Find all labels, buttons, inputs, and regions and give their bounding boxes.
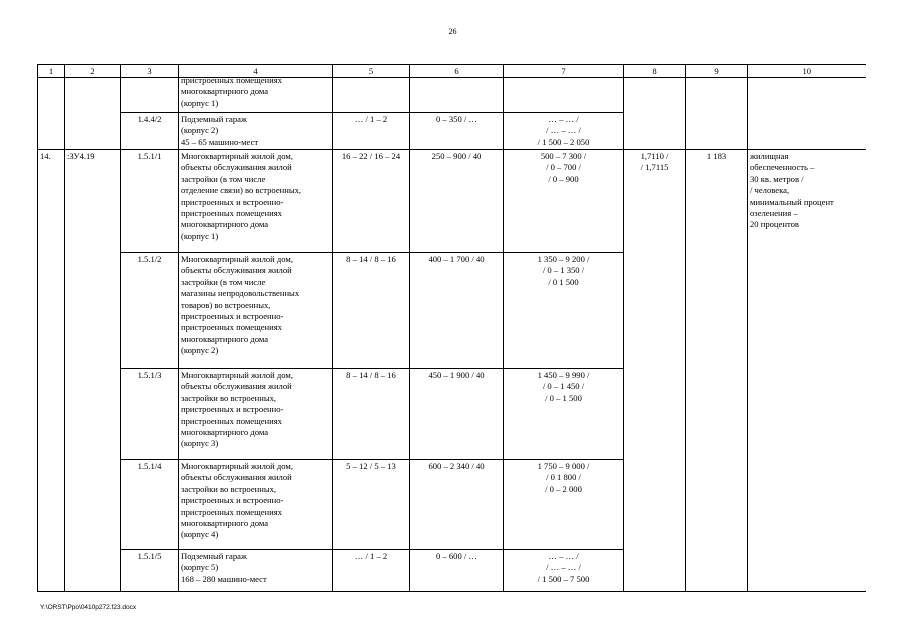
cell-desc: Многоквартирный жилой дом, объекты обслуживания жилой застройки во встроенных, пристроенных и встроенно- пристроенных помещениях многоквартирного дома (корпус 4) xyxy=(179,460,333,550)
table-row xyxy=(38,150,866,253)
cell-zone xyxy=(65,78,121,150)
cell-c8: 1,7110 / / 1,7115 xyxy=(624,150,686,592)
cell-area-total: … – … / / … – … / / 1 500 – 2 050 xyxy=(504,113,624,150)
cell-desc: пристроенных помещениях многоквартирного дома (корпус 1) xyxy=(179,78,333,113)
footer-path: Y:\ORST\Ppo\0410p272.f23.docx xyxy=(40,604,137,611)
cell-area: 450 – 1 900 / 40 xyxy=(410,369,504,460)
cell-desc: Многоквартирный жилой дом, объекты обслуживания жилой застройки (в том числе отделение связи) во встроенных, пристроенных и встроенно- пристроенных помещениях многоквартирного дома (корпус 1) xyxy=(179,150,333,253)
cell-area-total: … – … / / … – … / / 1 500 – 7 500 xyxy=(504,550,624,592)
cell-floors: 8 – 14 / 8 – 16 xyxy=(333,253,410,369)
header-cell: 2 xyxy=(65,65,121,78)
cell-c10: жилищная обеспеченность – 30 кв. метров / / человека, минимальный процент озеленения – 20 процентов xyxy=(748,150,866,592)
cell-desc: Многоквартирный жилой дом, объекты обслуживания жилой застройки во встроенных, пристроенных и встроенно- пристроенных помещениях многоквартирного дома (корпус 3) xyxy=(179,369,333,460)
cell-floors: 8 – 14 / 8 – 16 xyxy=(333,369,410,460)
cell-c9: 1 183 xyxy=(686,150,748,592)
cell-code: 1.5.1/2 xyxy=(121,253,179,369)
cell-c8 xyxy=(624,78,686,150)
cell-area: 0 – 600 / … xyxy=(410,550,504,592)
cell-floors xyxy=(333,78,410,113)
cell-code: 1.5.1/5 xyxy=(121,550,179,592)
cell-zone: :ЗУ4.19 xyxy=(65,150,121,592)
cell-c10 xyxy=(748,78,866,150)
cell-floors: … / 1 – 2 xyxy=(333,550,410,592)
cell-area xyxy=(410,78,504,113)
header-cell: 7 xyxy=(504,65,624,78)
cell-area: 400 – 1 700 / 40 xyxy=(410,253,504,369)
cell-area: 600 – 2 340 / 40 xyxy=(410,460,504,550)
cell-floors: … / 1 – 2 xyxy=(333,113,410,150)
header-cell: 10 xyxy=(748,65,866,78)
table-row xyxy=(38,78,866,113)
cell-area: 0 – 350 / … xyxy=(410,113,504,150)
cell-floors: 5 – 12 / 5 – 13 xyxy=(333,460,410,550)
cell-area-total xyxy=(504,78,624,113)
cell-area-total: 1 450 – 9 990 / / 0 – 1 450 / / 0 – 1 500 xyxy=(504,369,624,460)
header-cell: 3 xyxy=(121,65,179,78)
cell-code: 1.4.4/2 xyxy=(121,113,179,150)
header-cell: 4 xyxy=(179,65,333,78)
data-table xyxy=(37,64,866,592)
cell-code: 1.5.1/4 xyxy=(121,460,179,550)
cell-floors: 16 – 22 / 16 – 24 xyxy=(333,150,410,253)
cell-desc: Подземный гараж (корпус 2) 45 – 65 машино-мест xyxy=(179,113,333,150)
cell-num xyxy=(38,78,65,150)
cell-area-total: 500 – 7 300 / / 0 – 700 / / 0 – 900 xyxy=(504,150,624,253)
cell-area-total: 1 750 – 9 000 / / 0 1 800 / / 0 – 2 000 xyxy=(504,460,624,550)
header-cell: 5 xyxy=(333,65,410,78)
cell-c9 xyxy=(686,78,748,150)
cell-desc: Подземный гараж (корпус 5) 168 – 280 машино-мест xyxy=(179,550,333,592)
cell-code: 1.5.1/1 xyxy=(121,150,179,253)
header-row xyxy=(38,65,866,78)
header-cell: 8 xyxy=(624,65,686,78)
header-cell: 1 xyxy=(38,65,65,78)
cell-desc: Многоквартирный жилой дом, объекты обслуживания жилой застройки (в том числе магазины непродовольственных товаров) во встроенных, пристроенных и встроенно- пристроенных помещениях многоквартирного дома (корпус 2) xyxy=(179,253,333,369)
header-cell: 9 xyxy=(686,65,748,78)
cell-code: 1.5.1/3 xyxy=(121,369,179,460)
cell-num: 14. xyxy=(38,150,65,592)
cell-code xyxy=(121,78,179,113)
cell-area-total: 1 350 – 9 200 / / 0 – 1 350 / / 0 1 500 xyxy=(504,253,624,369)
header-cell: 6 xyxy=(410,65,504,78)
page-number: 26 xyxy=(448,27,457,36)
cell-area: 250 – 900 / 40 xyxy=(410,150,504,253)
